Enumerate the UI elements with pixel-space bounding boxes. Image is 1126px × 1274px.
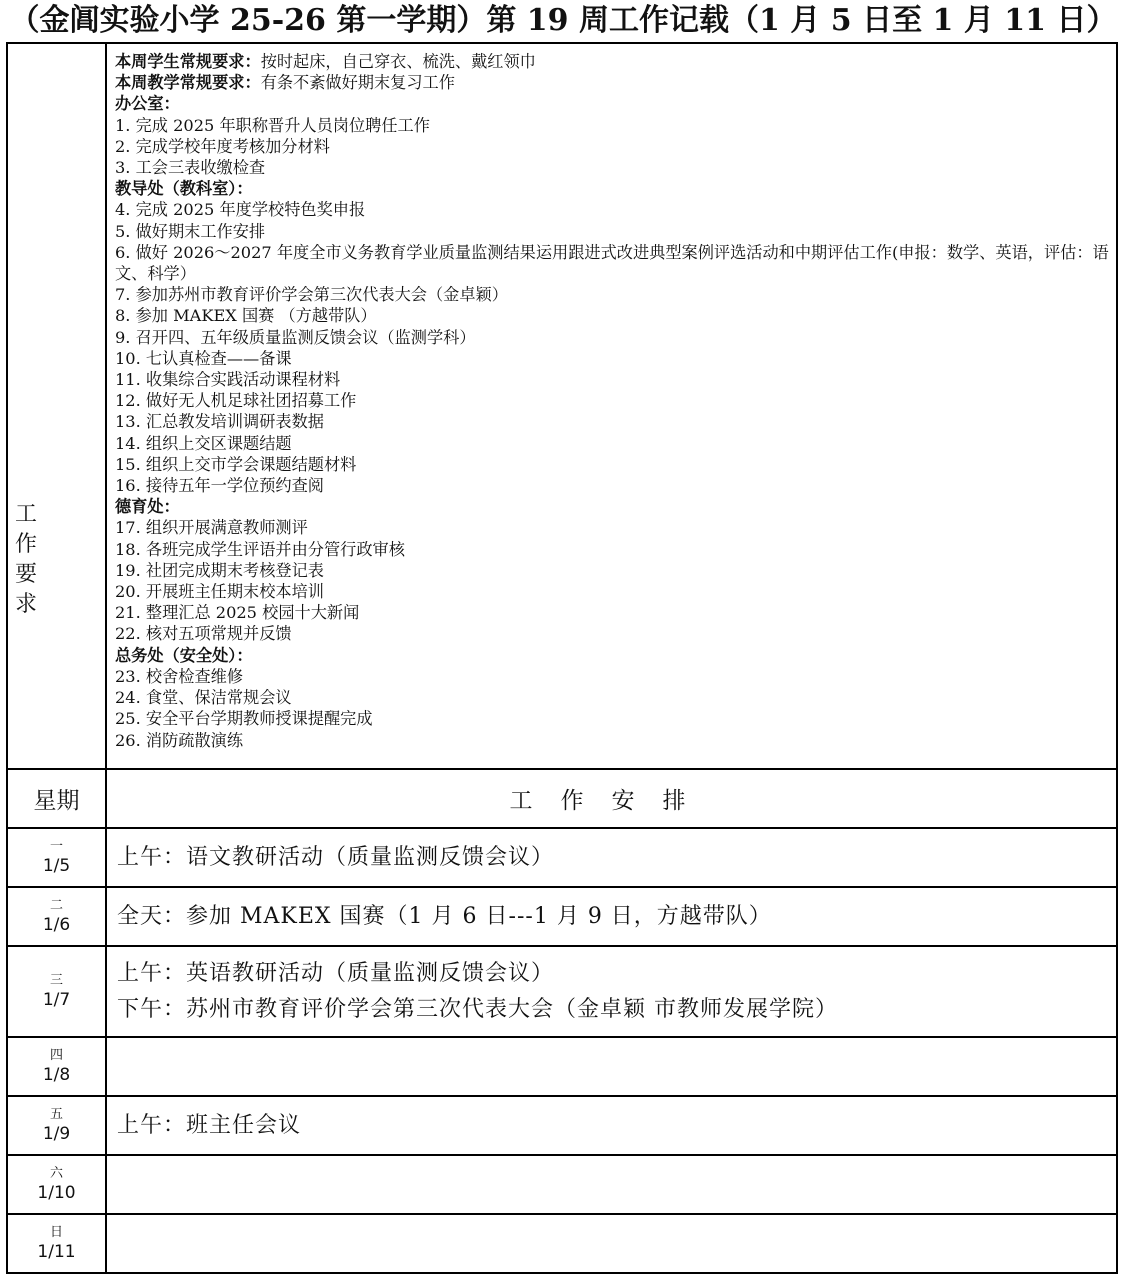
general-header: 总务处（安全处）： bbox=[115, 645, 253, 665]
moral-task-item: 17. 组织开展满意教师测评 bbox=[115, 518, 308, 538]
arrangement-cell bbox=[106, 1037, 1117, 1096]
requirements-label: 工 作 要 求 bbox=[14, 502, 37, 617]
arrangement-header: 工作安排 bbox=[106, 769, 1117, 828]
moral-items bbox=[115, 517, 1110, 644]
weekday-date: 1/8 bbox=[42, 1064, 71, 1085]
schedule-row bbox=[7, 1037, 1117, 1096]
weekday-date: 1/7 bbox=[42, 989, 71, 1010]
arrangement-item: 上午：语文教研活动（质量监测反馈会议） bbox=[117, 844, 555, 870]
arrangement-item: 下午：苏州市教育评价学会第三次代表大会（金卓颖 市教师发展学院） bbox=[117, 996, 838, 1022]
schedule-row bbox=[7, 828, 1117, 887]
academic-task-item: 5. 做好期末工作安排 bbox=[115, 221, 266, 241]
academic-task-item: 13. 汇总教发培训调研表数据 bbox=[115, 412, 324, 432]
office-task-item: 2. 完成学校年度考核加分材料 bbox=[115, 136, 330, 156]
weekday-cell bbox=[7, 946, 106, 1037]
weekday-name: 二 bbox=[49, 897, 63, 913]
weekday-name: 三 bbox=[49, 972, 63, 988]
requirements-row bbox=[7, 43, 1117, 769]
weekday-name: 一 bbox=[49, 838, 63, 854]
academic-task-item: 11. 收集综合实践活动课程材料 bbox=[115, 370, 341, 390]
weekday-cell bbox=[7, 1037, 106, 1096]
weekday-date: 1/6 bbox=[42, 914, 71, 935]
weekday-date: 1/9 bbox=[42, 1123, 71, 1144]
weekday-name: 五 bbox=[49, 1106, 63, 1122]
requirements-list bbox=[115, 51, 1110, 751]
weekday-date: 1/11 bbox=[37, 1241, 76, 1262]
academic-task-item: 6. 做好 2026～2027 年度全市义务教育学业质量监测结果运用跟进式改进典型案例评选活动和中期评估工作(申报：数学、英语，评估：语文、科学） bbox=[115, 242, 1109, 284]
weekday-cell bbox=[7, 1096, 106, 1155]
schedule-row bbox=[7, 1214, 1117, 1273]
general-task-item: 23. 校舍检查维修 bbox=[115, 666, 244, 686]
arrangement-cell bbox=[106, 887, 1117, 946]
moral-header: 德育处： bbox=[115, 497, 180, 517]
moral-task-item: 19. 社团完成期末考核登记表 bbox=[115, 560, 324, 580]
office-task-item: 1. 完成 2025 年职称晋升人员岗位聘任工作 bbox=[115, 115, 430, 135]
arrangement-cell bbox=[106, 946, 1117, 1037]
academic-task-item: 12. 做好无人机足球社团招募工作 bbox=[115, 391, 357, 411]
arrangement-item: 上午：英语教研活动（质量监测反馈会议） bbox=[117, 960, 555, 986]
requirements-cell bbox=[106, 43, 1117, 769]
work-record-table bbox=[6, 42, 1118, 1274]
academic-task-item: 15. 组织上交市学会课题结题材料 bbox=[115, 454, 357, 474]
general-items bbox=[115, 666, 1110, 751]
weekday-cell bbox=[7, 1155, 106, 1214]
office-task-item: 3. 工会三表收缴检查 bbox=[115, 158, 266, 178]
arrangement-cell bbox=[106, 828, 1117, 887]
weekday-cell bbox=[7, 828, 106, 887]
academic-task-item: 4. 完成 2025 年度学校特色奖申报 bbox=[115, 200, 366, 220]
arrangement-item: 上午：班主任会议 bbox=[117, 1112, 302, 1138]
academic-task-item: 9. 召开四、五年级质量监测反馈会议（监测学科） bbox=[115, 327, 476, 347]
arrangement-cell bbox=[106, 1214, 1117, 1273]
moral-task-item: 22. 核对五项常规并反馈 bbox=[115, 624, 292, 644]
weekday-header: 星期 bbox=[7, 769, 106, 828]
general-task-item: 24. 食堂、保洁常规会议 bbox=[115, 688, 292, 708]
weekday-cell bbox=[7, 887, 106, 946]
schedule-body bbox=[7, 828, 1117, 1273]
weekday-date: 1/5 bbox=[42, 855, 71, 876]
weekday-name: 六 bbox=[49, 1165, 63, 1181]
general-task-item: 25. 安全平台学期教师授课提醒完成 bbox=[115, 709, 373, 729]
moral-task-item: 21. 整理汇总 2025 校园十大新闻 bbox=[115, 603, 360, 623]
office-header: 办公室： bbox=[115, 94, 180, 114]
arrangement-cell bbox=[106, 1155, 1117, 1214]
academic-task-item: 16. 接待五年一学位预约查阅 bbox=[115, 476, 324, 496]
schedule-header-row bbox=[7, 769, 1117, 828]
requirements-label-cell bbox=[7, 43, 106, 769]
student-requirement: 本周学生常规要求：按时起床，自己穿衣、梳洗、戴红领巾 bbox=[115, 52, 536, 71]
schedule-row bbox=[7, 1096, 1117, 1155]
academic-task-item: 10. 七认真检查——备课 bbox=[115, 348, 292, 368]
weekday-name: 四 bbox=[49, 1047, 63, 1063]
weekday-date: 1/10 bbox=[37, 1182, 76, 1203]
page-title: （金阊实验小学 25-26 第一学期）第 19 周工作记载（1 月 5 日至 1 月 11 日） bbox=[9, 3, 1117, 38]
schedule-row bbox=[7, 887, 1117, 946]
arrangement-cell bbox=[106, 1096, 1117, 1155]
academic-items bbox=[115, 199, 1110, 496]
academic-task-item: 8. 参加 MAKEX 国赛 （方越带队） bbox=[115, 306, 377, 326]
schedule-row bbox=[7, 946, 1117, 1037]
weekday-cell bbox=[7, 1214, 106, 1273]
academic-task-item: 14. 组织上交区课题结题 bbox=[115, 433, 292, 453]
teaching-requirement: 本周教学常规要求：有条不紊做好期末复习工作 bbox=[115, 73, 455, 93]
academic-task-item: 7. 参加苏州市教育评价学会第三次代表大会（金卓颖） bbox=[115, 285, 508, 305]
academic-header: 教导处（教科室）： bbox=[115, 179, 253, 199]
weekday-name: 日 bbox=[49, 1224, 63, 1240]
moral-task-item: 20. 开展班主任期末校本培训 bbox=[115, 582, 324, 602]
moral-task-item: 18. 各班完成学生评语并由分管行政审核 bbox=[115, 539, 405, 559]
general-task-item: 26. 消防疏散演练 bbox=[115, 730, 244, 750]
schedule-row bbox=[7, 1155, 1117, 1214]
arrangement-item: 全天：参加 MAKEX 国赛（1 月 6 日---1 月 9 日，方越带队） bbox=[117, 903, 772, 929]
office-items bbox=[115, 115, 1110, 179]
